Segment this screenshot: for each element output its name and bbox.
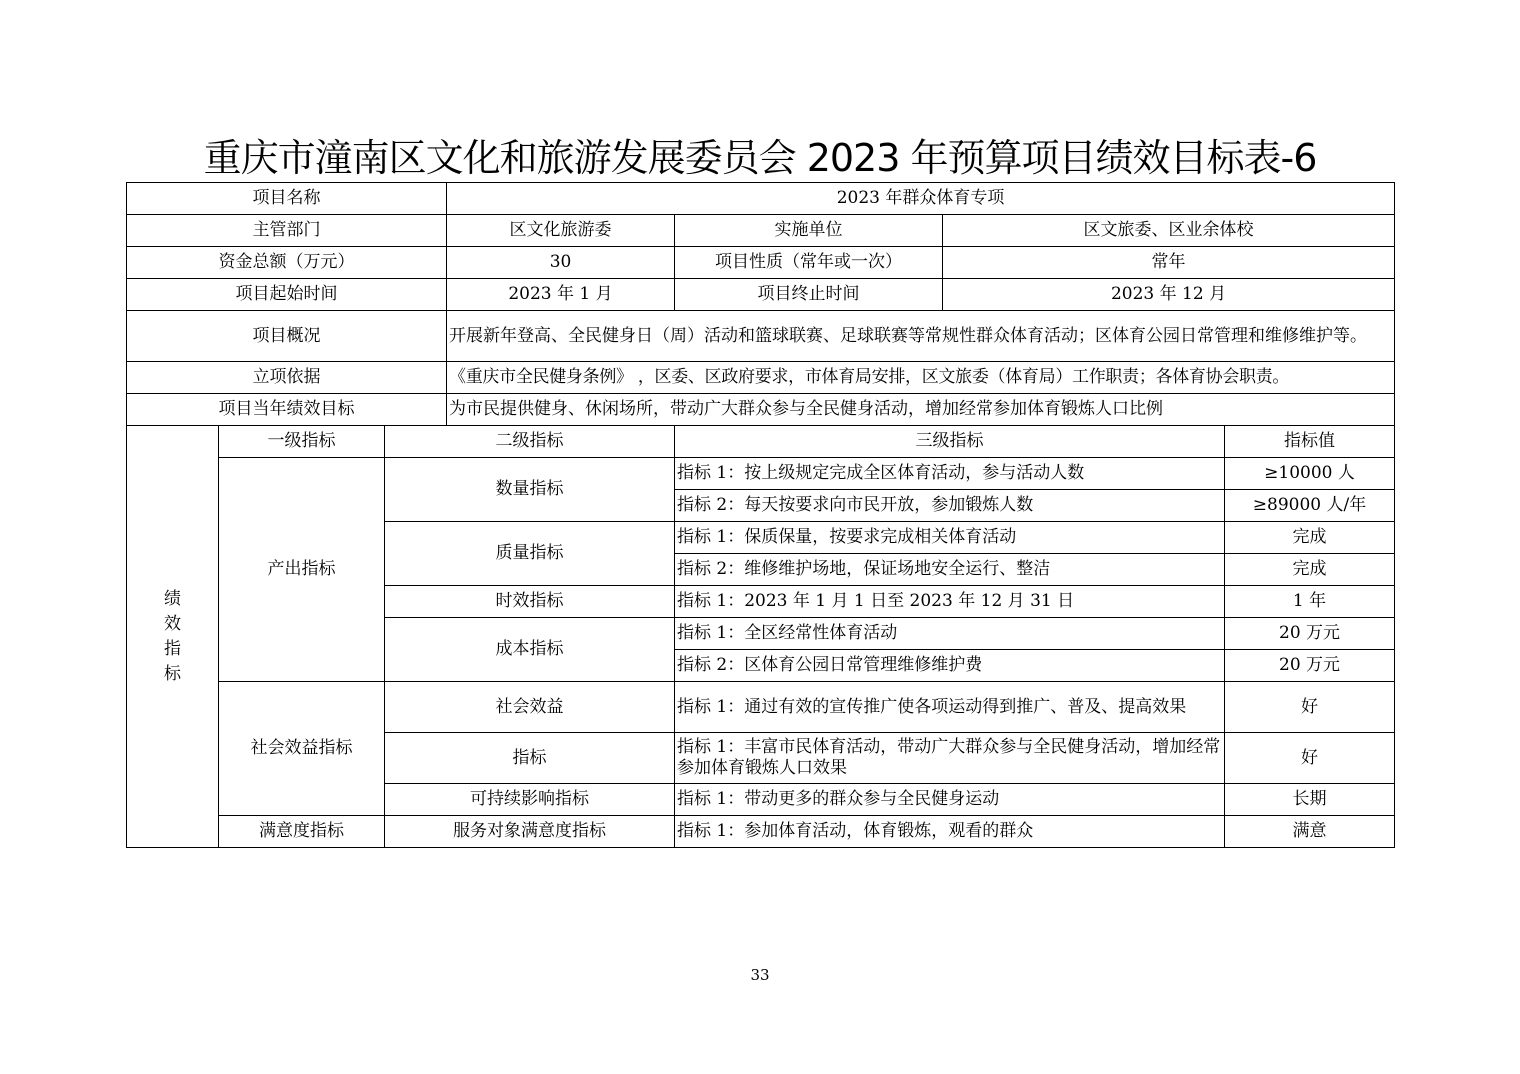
table-row: [127, 394, 1395, 426]
social-level2: 可持续影响指标: [385, 784, 675, 816]
indicator-text: 指标 1：全区经常性体育活动: [675, 618, 1225, 650]
indicator-value: 好: [1225, 682, 1395, 733]
indicator-text: 指标 1：参加体育活动，体育锻炼，观看的群众: [675, 816, 1225, 848]
table-row: [127, 279, 1395, 311]
basis-label: 立项依据: [127, 362, 447, 394]
indicator-value: ≥89000 人/年: [1225, 490, 1395, 522]
dept-label: 主管部门: [127, 215, 447, 247]
goal-label: 项目当年绩效目标: [127, 394, 447, 426]
indicator-value: 完成: [1225, 522, 1395, 554]
table-row: [127, 215, 1395, 247]
start-label: 项目起始时间: [127, 279, 447, 311]
satisfaction-label: 满意度指标: [219, 816, 385, 848]
indicator-text: 指标 1：2023 年 1 月 1 日至 2023 年 12 月 31 日: [675, 586, 1225, 618]
output-label: 产出指标: [219, 458, 385, 682]
table-row: [127, 458, 1395, 490]
table-row: [127, 311, 1395, 362]
header-level1: 一级指标: [219, 426, 385, 458]
indicators-side-label: 绩 效 指 标: [127, 426, 219, 848]
basis-value: 《重庆市全民健身条例》 ，区委、区政府要求，市体育局安排，区文旅委（体育局）工作职责；各体育协会职责。: [447, 362, 1395, 394]
impl-label: 实施单位: [675, 215, 943, 247]
cost-label: 成本指标: [385, 618, 675, 682]
indicator-text: 指标 1：保质保量，按要求完成相关体育活动: [675, 522, 1225, 554]
social-level2: 指标: [385, 733, 675, 784]
project-name-label: 项目名称: [127, 183, 447, 215]
table-row: [127, 682, 1395, 733]
header-value: 指标值: [1225, 426, 1395, 458]
table-row: [127, 426, 1395, 458]
page-number: 33: [750, 966, 770, 984]
funds-label: 资金总额（万元）: [127, 247, 447, 279]
start-value: 2023 年 1 月: [447, 279, 675, 311]
header-level3: 三级指标: [675, 426, 1225, 458]
indicator-text: 指标 1：按上级规定完成全区体育活动，参与活动人数: [675, 458, 1225, 490]
indicator-text: 指标 2：区体育公园日常管理维修维护费: [675, 650, 1225, 682]
quantity-label: 数量指标: [385, 458, 675, 522]
header-level2: 二级指标: [385, 426, 675, 458]
indicator-text: 指标 2：每天按要求向市民开放，参加锻炼人数: [675, 490, 1225, 522]
indicator-text: 指标 2：维修维护场地，保证场地安全运行、整洁: [675, 554, 1225, 586]
impl-value: 区文旅委、区业余体校: [943, 215, 1395, 247]
overview-label: 项目概况: [127, 311, 447, 362]
indicator-value: 长期: [1225, 784, 1395, 816]
nature-value: 常年: [943, 247, 1395, 279]
indicator-value: 20 万元: [1225, 650, 1395, 682]
indicator-text: 指标 1：通过有效的宣传推广使各项运动得到推广、普及、提高效果: [675, 682, 1225, 733]
satisfaction-level2: 服务对象满意度指标: [385, 816, 675, 848]
timeliness-label: 时效指标: [385, 586, 675, 618]
quality-label: 质量指标: [385, 522, 675, 586]
project-name-value: 2023 年群众体育专项: [447, 183, 1395, 215]
indicator-value: 完成: [1225, 554, 1395, 586]
indicator-text: 指标 1：丰富市民体育活动，带动广大群众参与全民健身活动，增加经常参加体育锻炼人口效果: [675, 733, 1225, 784]
performance-table: [126, 182, 1395, 848]
indicator-value: 满意: [1225, 816, 1395, 848]
table-row: [127, 247, 1395, 279]
indicator-value: 好: [1225, 733, 1395, 784]
nature-label: 项目性质（常年或一次）: [675, 247, 943, 279]
end-value: 2023 年 12 月: [943, 279, 1395, 311]
dept-value: 区文化旅游委: [447, 215, 675, 247]
table-row: [127, 362, 1395, 394]
indicator-value: 1 年: [1225, 586, 1395, 618]
indicator-text: 指标 1：带动更多的群众参与全民健身运动: [675, 784, 1225, 816]
indicator-value: 20 万元: [1225, 618, 1395, 650]
overview-value: 开展新年登高、全民健身日（周）活动和篮球联赛、足球联赛等常规性群众体育活动；区体育公园日常管理和维修维护等。: [447, 311, 1395, 362]
table-row: [127, 816, 1395, 848]
social-label: 社会效益指标: [219, 682, 385, 816]
funds-value: 30: [447, 247, 675, 279]
end-label: 项目终止时间: [675, 279, 943, 311]
page-title: 重庆市潼南区文化和旅游发展委员会 2023 年预算项目绩效目标表-6: [203, 136, 1317, 180]
table-row: [127, 183, 1395, 215]
social-level2: 社会效益: [385, 682, 675, 733]
indicator-value: ≥10000 人: [1225, 458, 1395, 490]
goal-value: 为市民提供健身、休闲场所，带动广大群众参与全民健身活动，增加经常参加体育锻炼人口比例: [447, 394, 1395, 426]
